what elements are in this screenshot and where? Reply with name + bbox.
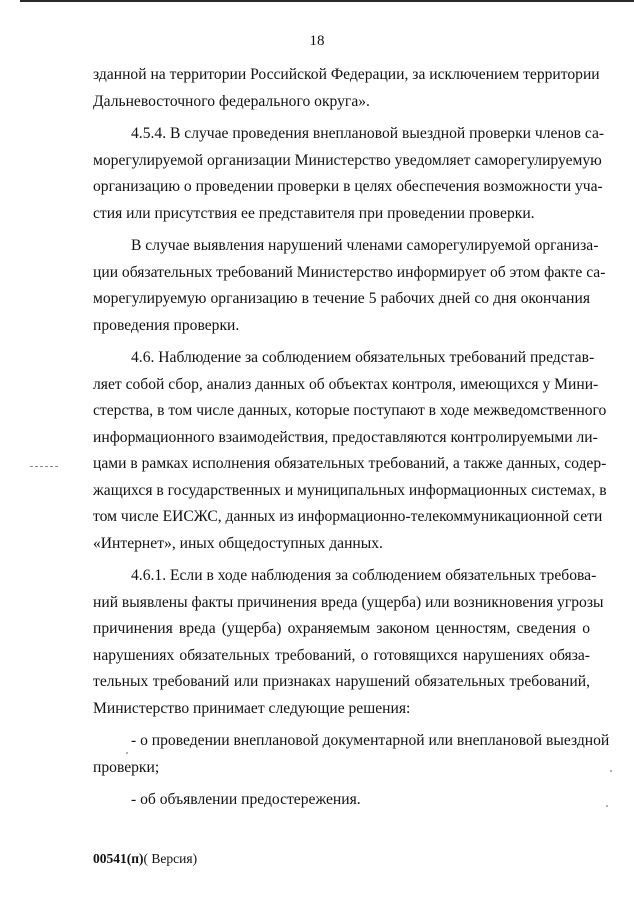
text-line: морегулируемую организацию в течение 5 рабочих дней со дня окончания [93, 290, 590, 307]
text-line: «Интернет», иных общедоступных данных. [93, 534, 383, 552]
text-line: морегулируемой организации Министерство уведомляет саморегулируемую [93, 151, 602, 169]
text-line: информационного взаимодействия, предоставляются контролируемыми ли- [93, 428, 598, 446]
text-line: проверки; [93, 758, 160, 776]
paragraph-violations [93, 233, 606, 339]
text-line: зданной на территории Российской Федерации, за исключением территории [93, 66, 600, 83]
paragraph-4-5-4 [93, 121, 605, 227]
text-line: Дальневосточного федерального округа». [93, 92, 370, 110]
text-line: цами в рамках исполнения обязательных требований, а также данных, содер- [93, 455, 607, 472]
text-line: 4.6. Наблюдение за соблюдением обязательных требований представ- [131, 349, 595, 366]
text-line: организацию о проведении проверки в целях обеспечения возможности уча- [93, 178, 603, 195]
text-line: том числе ЕИСЖС, данных из информационно-телекоммуникационной сети [93, 508, 603, 525]
text-line: - о проведении внеплановой документарной или внеплановой выездной [131, 732, 610, 749]
paragraph-4-6-1 [93, 563, 604, 722]
text-line: причинения вреда (ущерба) охраняемым законом ценностям, сведения о [93, 620, 590, 637]
text-line: тельных требований или признаках нарушений обязательных требований, [93, 673, 590, 690]
text-line: - об объявлении предостережения. [131, 791, 361, 808]
text-line: стия или присутствия ее представителя при проведении проверки. [93, 204, 535, 222]
text-line: Министерство принимает следующие решения: [93, 699, 411, 717]
paragraph-4-6 [93, 345, 607, 557]
text-line: 4.6.1. Если в ходе наблюдения за соблюдением обязательных требова- [131, 567, 597, 584]
text-line: проведения проверки. [93, 316, 240, 334]
paragraph-continuation [93, 62, 600, 115]
text-line: ляет собой сбор, анализ данных об объектах контроля, имеющихся у Мини- [93, 375, 599, 393]
text-line: 4.5.4. В случае проведения внеплановой выездной проверки членов са- [131, 125, 605, 142]
document-version: ( Версия) [143, 851, 198, 866]
text-line: В случае выявления нарушений членами саморегулируемой организа- [131, 237, 599, 254]
scan-speck [606, 805, 608, 807]
document-code: 00541(п) [93, 851, 144, 866]
text-line: ции обязательных требований Министерство информирует об этом факте са- [93, 263, 606, 281]
scan-speck [610, 770, 612, 772]
scan-speck [126, 752, 128, 754]
page-number: 18 [309, 33, 325, 49]
list-item-inspection [93, 728, 610, 781]
list-item-warning [93, 787, 590, 814]
text-line: нарушениях обязательных требований, о готовящихся нарушениях обяза- [93, 646, 590, 664]
top-border-rule [20, 0, 634, 2]
document-footer [93, 851, 197, 867]
document-body [93, 62, 610, 814]
margin-scan-mark [30, 466, 58, 468]
text-line: жащихся в государственных и муниципальных информационных системах, в [93, 481, 607, 499]
text-line: стерства, в том числе данных, которые поступают в ходе межведомственного [93, 402, 607, 419]
text-line: ний выявлены факты причинения вреда (ущерба) или возникновения угрозы [93, 593, 604, 611]
